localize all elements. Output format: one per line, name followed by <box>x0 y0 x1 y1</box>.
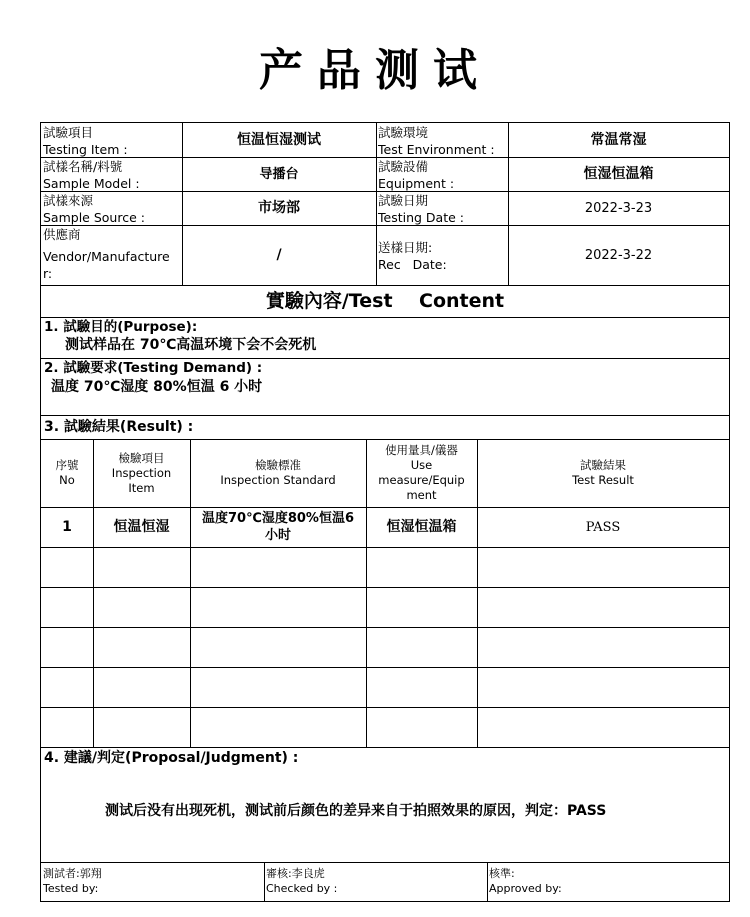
col-tool-en: Use <box>410 458 433 472</box>
purpose-heading: 1. 試驗目的(Purpose): <box>44 319 198 335</box>
col-no-cn: 序號 <box>55 458 79 472</box>
vendor-label-en-cont: r: <box>43 266 53 281</box>
testing-date-value: 2022-3-23 <box>584 200 653 216</box>
rec-date-label <box>376 225 508 285</box>
result-heading: 3. 試驗結果(Result) : <box>44 419 194 435</box>
divider <box>41 667 729 668</box>
divider <box>41 862 729 863</box>
rec-date-label-cn: 送樣日期: <box>378 240 433 255</box>
row-result: PASS <box>585 519 621 535</box>
col-header-equipment <box>366 439 477 507</box>
vendor-label-cn: 供應商 <box>43 227 81 242</box>
checked-by-en: Checked by : <box>266 882 338 895</box>
tested-by-en: Tested by: <box>43 882 99 895</box>
col-item-cn: 檢驗項目 <box>118 450 165 465</box>
col-tool-en-cont2: ment <box>406 488 437 502</box>
sample-model-value: 导播台 <box>259 166 299 182</box>
sample-source-label-en: Sample Source : <box>43 210 145 225</box>
test-environment-value: 常温常湿 <box>590 131 647 148</box>
proposal-heading: 4. 建議/判定(Proposal/Judgment) : <box>44 750 299 766</box>
purpose-text: 测试样品在 70℃高温环境下会不会死机 <box>65 337 317 353</box>
col-std-en: Inspection Standard <box>220 473 336 487</box>
checked-by-cn: 審核:李良虎 <box>266 867 325 880</box>
col-header-result <box>477 439 729 507</box>
tested-by-cn: 測試者:郭翔 <box>43 867 102 880</box>
row-equipment: 恒湿恒温箱 <box>386 518 457 535</box>
col-header-standard <box>190 439 366 507</box>
sample-source-label <box>41 191 182 225</box>
checked-by <box>264 865 487 901</box>
rec-date-value: 2022-3-22 <box>584 247 653 263</box>
test-environment-label-cn: 試驗環境 <box>378 125 429 140</box>
col-item-en-cont: Item <box>128 480 155 495</box>
divider <box>41 358 729 359</box>
testing-item-label <box>41 123 182 157</box>
col-res-cn: 試驗結果 <box>580 458 626 472</box>
demand-heading: 2. 試驗要求(Testing Demand) : <box>44 360 263 376</box>
row-standard <box>190 507 366 547</box>
testing-date-label <box>376 191 508 225</box>
divider <box>41 587 729 588</box>
divider <box>41 627 729 628</box>
testing-date-label-en: Testing Date : <box>378 210 464 225</box>
row-item: 恒温恒湿 <box>113 518 170 535</box>
test-content-title: 實驗內容/Test Content <box>265 289 505 312</box>
test-environment-label-en: Test Environment : <box>378 142 495 157</box>
tested-by <box>41 865 264 901</box>
row-standard-line2: 小时 <box>264 528 291 543</box>
rec-date-label-en: Rec Date: <box>378 257 447 272</box>
sample-model-label-en: Sample Model : <box>43 176 140 191</box>
approved-by-en: Approved by: <box>489 882 562 895</box>
col-tool-en-cont: measure/Equip <box>378 473 465 487</box>
equipment-label-cn: 試驗設備 <box>378 159 429 174</box>
col-tool-cn: 使用量具/儀器 <box>385 443 458 457</box>
col-item-en: Inspection <box>111 465 172 480</box>
row-no: 1 <box>62 518 72 535</box>
testing-item-label-cn: 試驗項目 <box>43 125 94 140</box>
demand-text: 温度 70℃湿度 80%恒温 6 小时 <box>51 379 263 395</box>
vendor-value: / <box>276 246 282 263</box>
testing-item-value: 恒温恒湿测试 <box>237 131 321 148</box>
approved-by <box>487 865 729 901</box>
sample-model-label-cn: 試樣名稱/料號 <box>43 159 123 174</box>
col-header-item <box>93 439 190 507</box>
equipment-label-en: Equipment : <box>378 176 455 191</box>
divider <box>41 707 729 708</box>
divider <box>41 547 729 548</box>
proposal-text: 测试后没有出现死机，测试前后颜色的差异来自于拍照效果的原因，判定：PASS <box>105 803 607 819</box>
col-std-cn: 檢驗標准 <box>255 458 301 472</box>
testing-item-label-en: Testing Item : <box>43 142 128 157</box>
equipment-label <box>376 157 508 191</box>
vendor-label-en: Vendor/Manufacture <box>43 249 170 264</box>
col-header-no <box>41 439 93 507</box>
divider <box>41 317 729 318</box>
test-report-form <box>40 122 730 902</box>
col-res-en: Test Result <box>572 473 634 487</box>
approved-by-cn: 核準: <box>489 867 515 880</box>
page-title: 产品测试 <box>259 45 491 96</box>
vendor-label <box>41 225 182 285</box>
row-standard-line1: 温度70℃湿度80%恒温6 <box>202 511 354 526</box>
test-environment-label <box>376 123 508 157</box>
testing-date-label-cn: 試驗日期 <box>378 193 429 208</box>
sample-source-label-cn: 試樣來源 <box>43 193 94 208</box>
sample-model-label <box>41 157 182 191</box>
sample-source-value: 市场部 <box>258 199 300 216</box>
col-no-en: No <box>59 473 75 487</box>
equipment-value: 恒湿恒温箱 <box>583 165 654 182</box>
